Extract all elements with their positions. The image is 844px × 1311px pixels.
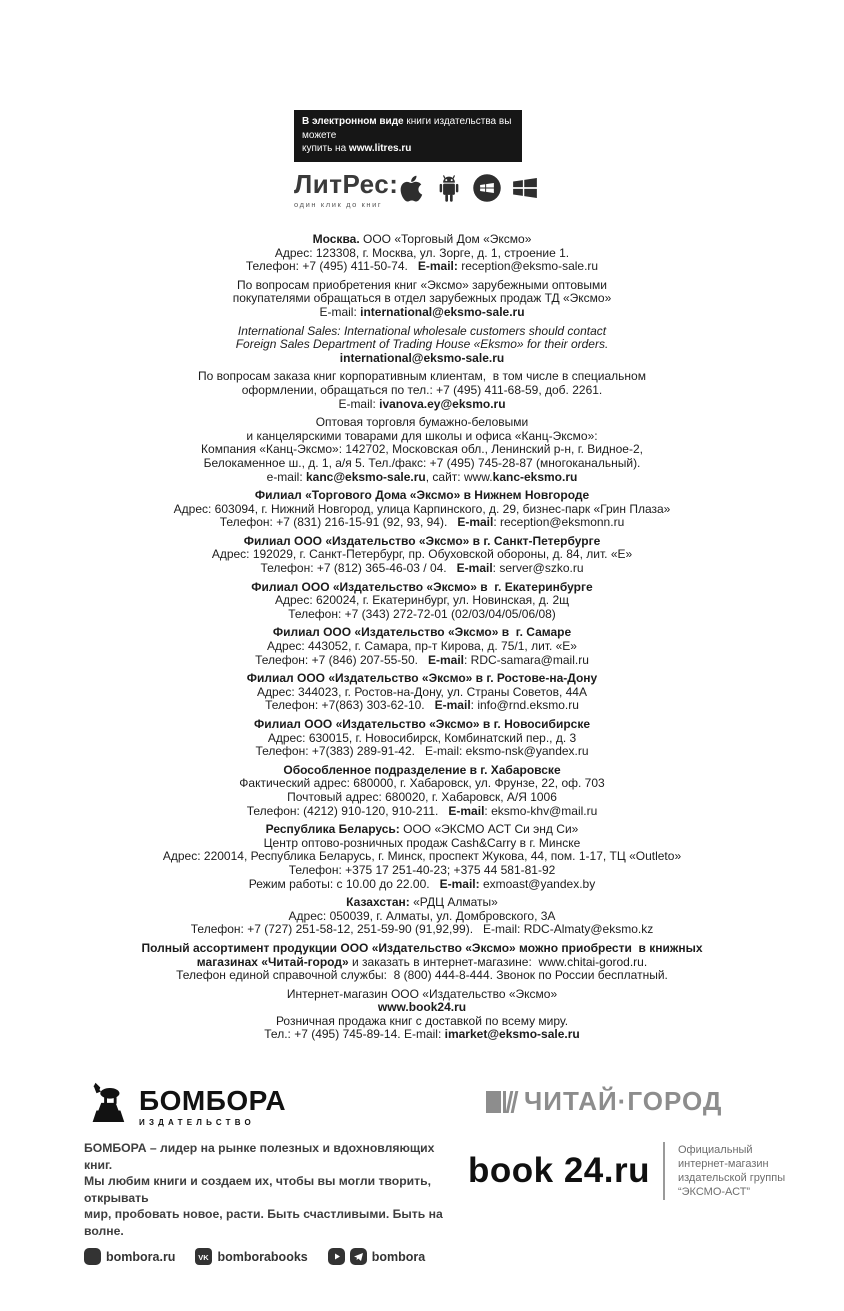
contact-line: Foreign Sales Department of Trading House «Eksmo» for their orders. — [235, 337, 609, 352]
bombora-logo: БОМБОРА — [139, 1085, 287, 1116]
bombora-subtitle: ИЗДАТЕЛЬСТВО — [139, 1118, 255, 1127]
contact-block — [0, 416, 844, 484]
contact-line: Телефон единой справочной службы: 8 (800) 444-8-444. Звонок по России бесплатный. — [176, 968, 668, 983]
bombora-goat-icon — [84, 1076, 130, 1129]
contact-line: Адрес: 630015, г. Новосибирск, Комбинатский пер., д. 3 — [267, 730, 577, 745]
contact-line: Оптовая торговля бумажно-беловыми — [315, 415, 529, 430]
bombora-video-messenger-link: bombora — [328, 1248, 425, 1265]
contact-line: Обособленное подразделение в г. Хабаровске — [283, 762, 561, 777]
book24-logo-block — [468, 1142, 785, 1200]
windows-circle-icon — [472, 173, 502, 203]
contact-line: Адрес: 603094, г. Нижний Новгород, улица Карпинского, д. 29, бизнес-парк «Грин Плаза» — [173, 501, 671, 516]
contact-block — [0, 626, 844, 667]
contact-line: Телефон: +7(383) 289-91-42. E-mail: eksmo-nsk@yandex.ru — [255, 744, 589, 759]
contact-line: По вопросам приобретения книг «Эксмо» зарубежными оптовыми — [237, 277, 607, 292]
banner-line2: купить на www.litres.ru — [302, 143, 412, 154]
litres-tagline: один клик до книг — [294, 199, 383, 209]
contact-block — [0, 535, 844, 576]
contact-line: оформлении, обращаться по тел.: +7 (495) 411-68-59, доб. 2261. — [241, 382, 603, 397]
android-icon — [434, 172, 464, 204]
contact-line: Режим работы: с 10.00 до 22.00. E-mail: exmoast@yandex.by — [248, 876, 596, 891]
contact-block — [0, 764, 844, 818]
contact-line: Филиал ООО «Издательство «Эксмо» в г. Новосибирске — [254, 717, 590, 731]
contact-line: Телефон: +7 (831) 216-15-91 (92, 93, 94). E-mail: reception@eksmonn.ru — [219, 515, 625, 530]
contact-block — [0, 325, 844, 366]
contact-block — [0, 489, 844, 530]
svg-text:VK: VK — [198, 1253, 210, 1262]
bombora-website-link: bombora.ru — [84, 1248, 175, 1265]
telegram-icon — [350, 1248, 367, 1265]
contact-line: E-mail: international@eksmo-sale.ru — [319, 304, 525, 319]
litres-section — [294, 110, 534, 209]
contact-line: Телефон: +7 (846) 207-55-50. E-mail: RDC-samara@mail.ru — [255, 652, 589, 667]
contact-line: Телефон: +375 17 251-40-23; +375 44 581-81-92 — [288, 862, 556, 877]
contact-line: Центр оптово-розничных продаж Cash&Carry в г. Минске — [263, 835, 581, 850]
youtube-icon — [328, 1248, 345, 1265]
contact-line: international@eksmo-sale.ru — [339, 350, 505, 365]
contact-line: Фактический адрес: 680000, г. Хабаровск, ул. Фрунзе, 22, оф. 703 — [239, 776, 605, 791]
contact-line: Тел.: +7 (495) 745-89-14. E-mail: imarket@eksmo-sale.ru — [264, 1027, 580, 1042]
contact-line: Адрес: 123308, г. Москва, ул. Зорге, д. 1, строение 1. — [274, 245, 570, 260]
contact-line: Филиал ООО «Издательство «Эксмо» в г. Екатеринбурге — [251, 579, 593, 594]
contact-line: Полный ассортимент продукции ООО «Издательство «Эксмо» можно приобрести в книжных — [141, 940, 703, 955]
website-icon — [84, 1248, 101, 1265]
vertical-divider — [663, 1142, 665, 1200]
contact-line: e-mail: kanc@eksmo-sale.ru, сайт: www.kanc-eksmo.ru — [266, 469, 578, 484]
contact-block — [0, 823, 844, 891]
contact-line: Белокаменное ш., д. 1, а/я 5. Тел./факс: +7 (495) 745-28-87 (многоканальный). — [203, 455, 641, 470]
chitai-gorod-label: ЧИТАЙ·ГОРОД — [524, 1086, 723, 1116]
contact-line: Москва. ООО «Торговый Дом «Эксмо» — [312, 232, 532, 246]
contact-line: По вопросам заказа книг корпоративным клиентам, в том числе в специальном — [198, 369, 646, 384]
book24-description: Официальный интернет-магазин издательской группы “ЭКСМО-АСТ” — [677, 1144, 786, 1198]
contact-line: Почтовый адрес: 680020, г. Хабаровск, А/Я 1006 — [287, 789, 557, 804]
litres-logo: ЛитРес: — [294, 168, 399, 199]
contact-line: www.book24.ru — [377, 1000, 467, 1015]
contact-line: Телефон: +7 (343) 272-72-01 (02/03/04/05/06/08) — [288, 606, 556, 621]
contact-block — [0, 942, 844, 983]
bookshelf-icon — [486, 1091, 516, 1113]
contact-line: Филиал ООО «Издательство «Эксмо» в г. Санкт-Петербурге — [243, 533, 601, 548]
contact-block — [0, 718, 844, 759]
contact-line: магазинах «Читай-город» и заказать в интернет-магазине: www.chitai-gorod.ru. — [196, 954, 648, 969]
banner-line1: В электронном виде книги издательства вы можете — [302, 116, 512, 141]
contact-line: Казахстан: «РДЦ Алматы» — [346, 895, 498, 910]
contact-line: Адрес: 192029, г. Санкт-Петербург, пр. Обуховской обороны, д. 84, лит. «Е» — [211, 547, 633, 562]
contact-line: Телефон: +7(863) 303-62-10. E-mail: info@rnd.eksmo.ru — [265, 698, 579, 713]
litres-banner — [294, 110, 522, 162]
apple-icon — [398, 172, 426, 204]
contact-block — [0, 896, 844, 937]
contact-block — [0, 581, 844, 622]
contact-block — [0, 988, 844, 1042]
contact-line: Филиал ООО «Издательство «Эксмо» в г. Самаре — [272, 625, 572, 640]
contact-line: Розничная продажа книг с доставкой по всему миру. — [275, 1013, 569, 1028]
contact-line: Телефон: +7 (812) 365-46-03 / 04. E-mail: server@szko.ru — [260, 561, 584, 576]
contact-line: Компания «Канц-Эксмо»: 142702, Московская обл., Ленинский р-н, г. Видное-2, — [201, 442, 643, 457]
contact-line: Адрес: 220014, Республика Беларусь, г. Минск, проспект Жукова, 44, пом. 1-17, ТЦ «Outleto» — [162, 849, 682, 864]
bombora-social-links — [84, 1248, 454, 1265]
contact-line: Телефон: (4212) 910-120, 910-211. E-mail: eksmo-khv@mail.ru — [246, 803, 598, 818]
bombora-section — [84, 1076, 454, 1265]
contact-line: International Sales: International wholesale customers should contact — [237, 323, 607, 338]
contact-line: Адрес: 344023, г. Ростов-на-Дону, ул. Страны Советов, 44А — [257, 684, 587, 699]
contact-line: покупателями обращаться в отдел зарубежных продаж ТД «Эксмо» — [232, 291, 612, 306]
contact-block — [0, 233, 844, 274]
book24-logo: book 24.ru — [468, 1151, 650, 1190]
chitai-gorod-logo — [486, 1086, 722, 1117]
vk-icon — [195, 1248, 212, 1265]
contact-line: Филиал ООО «Издательство «Эксмо» в г. Ростове-на-Дону — [246, 671, 598, 686]
windows-icon — [510, 173, 540, 203]
contact-block — [0, 279, 844, 320]
bombora-vk-link: VK bomborabooks — [195, 1248, 307, 1265]
contact-info — [0, 233, 844, 1047]
contact-line: и канцелярскими товарами для школы и офиса «Канц-Эксмо»: — [246, 428, 598, 443]
contact-line: Филиал «Торгового Дома «Эксмо» в Нижнем Новгороде — [254, 488, 590, 503]
contact-block — [0, 370, 844, 411]
contact-line: Республика Беларусь: ООО «ЭКСМО АСТ Си энд Си» — [265, 822, 579, 837]
contact-line: Адрес: 620024, г. Екатеринбург, ул. Новинская, д. 2щ — [274, 593, 570, 608]
contact-line: Интернет-магазин ООО «Издательство «Эксмо» — [286, 986, 558, 1001]
contact-line: E-mail: ivanova.ey@eksmo.ru — [338, 396, 506, 411]
bombora-description: БОМБОРА – лидер на рынке полезных и вдохновляющих книг. Мы любим книги и создаем их, чтобы вы могли творить, открывать мир, пробовать новое, расти. Быть счастливыми. Быть на волне. — [84, 1141, 443, 1238]
contact-line: Адрес: 050039, г. Алматы, ул. Домбровского, 3А — [288, 908, 556, 923]
contact-line: Телефон: +7 (495) 411-50-74. E-mail: reception@eksmo-sale.ru — [245, 259, 599, 274]
contact-block — [0, 672, 844, 713]
contact-line: Адрес: 443052, г. Самара, пр-т Кирова, д. 75/1, лит. «Е» — [267, 639, 577, 654]
contact-line: Телефон: +7 (727) 251-58-12, 251-59-90 (91,92,99). E-mail: RDC-Almaty@eksmo.kz — [190, 922, 654, 937]
